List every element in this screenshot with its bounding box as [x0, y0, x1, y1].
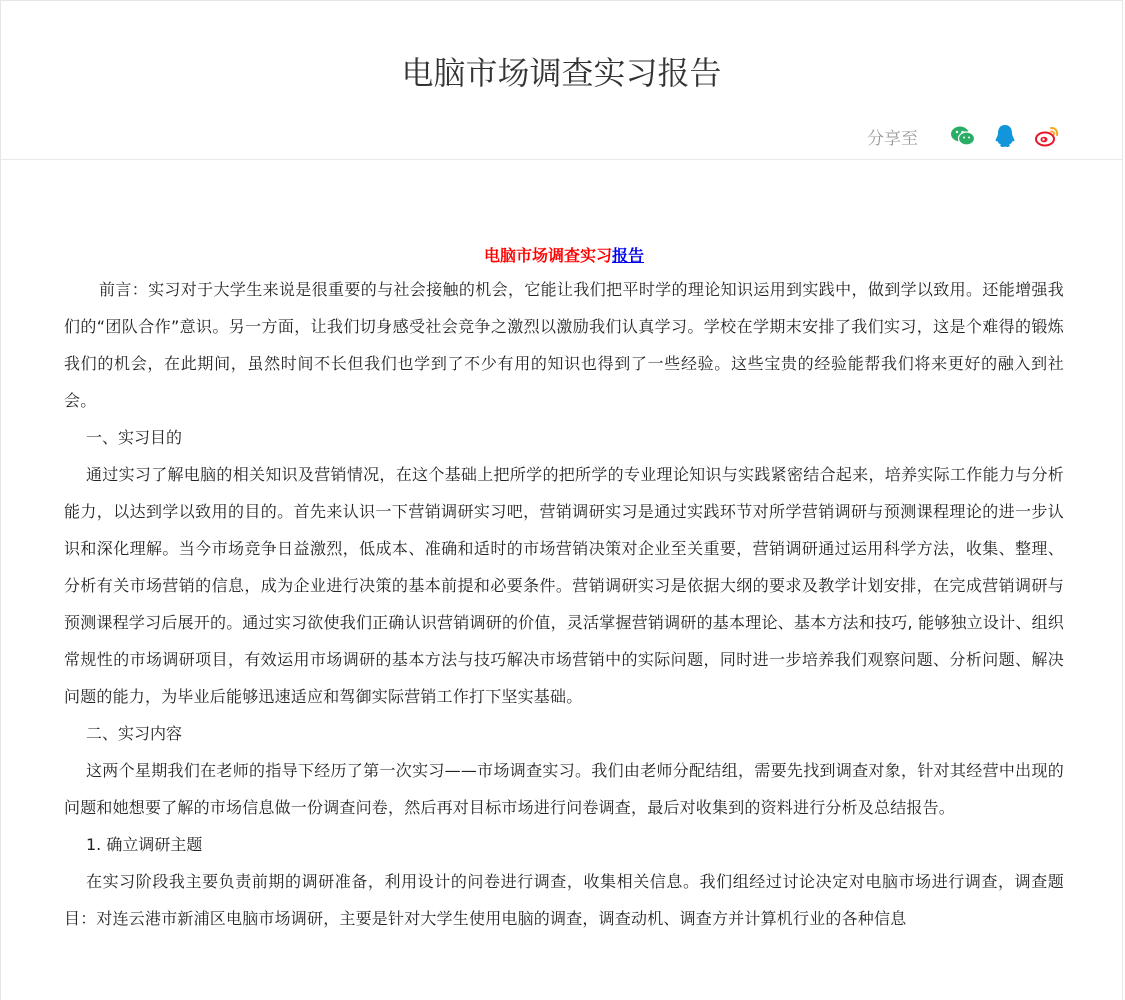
article-header [1, 1, 1122, 160]
subsection-heading-topic: 1. 确立调研主题 [86, 835, 203, 854]
article-body [64, 241, 1064, 937]
report-link[interactable]: 报告 [612, 246, 645, 265]
article-heading-text: 电脑市场调查实习 [483, 246, 612, 265]
section-heading-content: 二、实习内容 [86, 724, 183, 743]
article-heading [64, 241, 1064, 271]
weibo-icon[interactable] [1034, 123, 1060, 149]
section-heading-purpose: 一、实习目的 [86, 428, 183, 447]
preface-paragraph: 前言：实习对于大学生来说是很重要的与社会接触的机会，它能让我们把平时学的理论知识运用到实践中，做到学以致用。还能增强我们的“团队合作”意识。另一方面，让我们切身感受社会竞争之激烈以激励我们认真学习。学校在学期末安排了我们实习，这是个难得的锻炼我们的机会，在此期间，虽然时间不长但我们也学到了不少有用的知识也得到了一些经验。这些宝贵的经验能帮我们将来更好的融入到社会。 [64, 280, 1064, 410]
topic-paragraph: 在实习阶段我主要负责前期的调研准备，利用设计的问卷进行调查，收集相关信息。我们组经过讨论决定对电脑市场进行调查，调查题目：对连云港市新浦区电脑市场调研，主要是针对大学生使用电脑的调查，调查动机、调查方并计算机行业的各种信息 [64, 872, 1064, 928]
wechat-icon[interactable] [950, 123, 976, 149]
page-title: 电脑市场调查实习报告 [401, 54, 722, 92]
qq-icon[interactable] [992, 123, 1018, 149]
share-label: 分享至 [867, 128, 918, 149]
share-bar [867, 121, 1060, 151]
content-paragraph: 这两个星期我们在老师的指导下经历了第一次实习——市场调查实习。我们由老师分配结组，需要先找到调查对象，针对其经营中出现的问题和她想要了解的市场信息做一份调查问卷，然后再对目标市场进行问卷调查，最后对收集到的资料进行分析及总结报告。 [64, 761, 1064, 817]
purpose-paragraph: 通过实习了解电脑的相关知识及营销情况，在这个基础上把所学的把所学的专业理论知识与实践紧密结合起来，培养实际工作能力与分析能力，以达到学以致用的目的。首先来认识一下营销调研实习吧，营销调研实习是通过实践环节对所学营销调研与预测课程理论的进一步认识和深化理解。当今市场竞争日益激烈，低成本、准确和适时的市场营销决策对企业至关重要，营销调研通过运用科学方法，收集、整理、分析有关市场营销的信息，成为企业进行决策的基本前提和必要条件。营销调研实习是依据大纲的要求及教学计划安排，在完成营销调研与预测课程学习后展开的。通过实习欲使我们正确认识营销调研的价值，灵活掌握营销调研的基本理论、基本方法和技巧, 能够独立设计、组织常规性的市场调研项目，有效运用市场调研的基本方法与技巧解决市场营销中的实际问题，同时进一步培养我们观察问题、分析问题、解决问题的能力，为毕业后能够迅速适应和驾御实际营销工作打下坚实基础。 [64, 465, 1064, 706]
